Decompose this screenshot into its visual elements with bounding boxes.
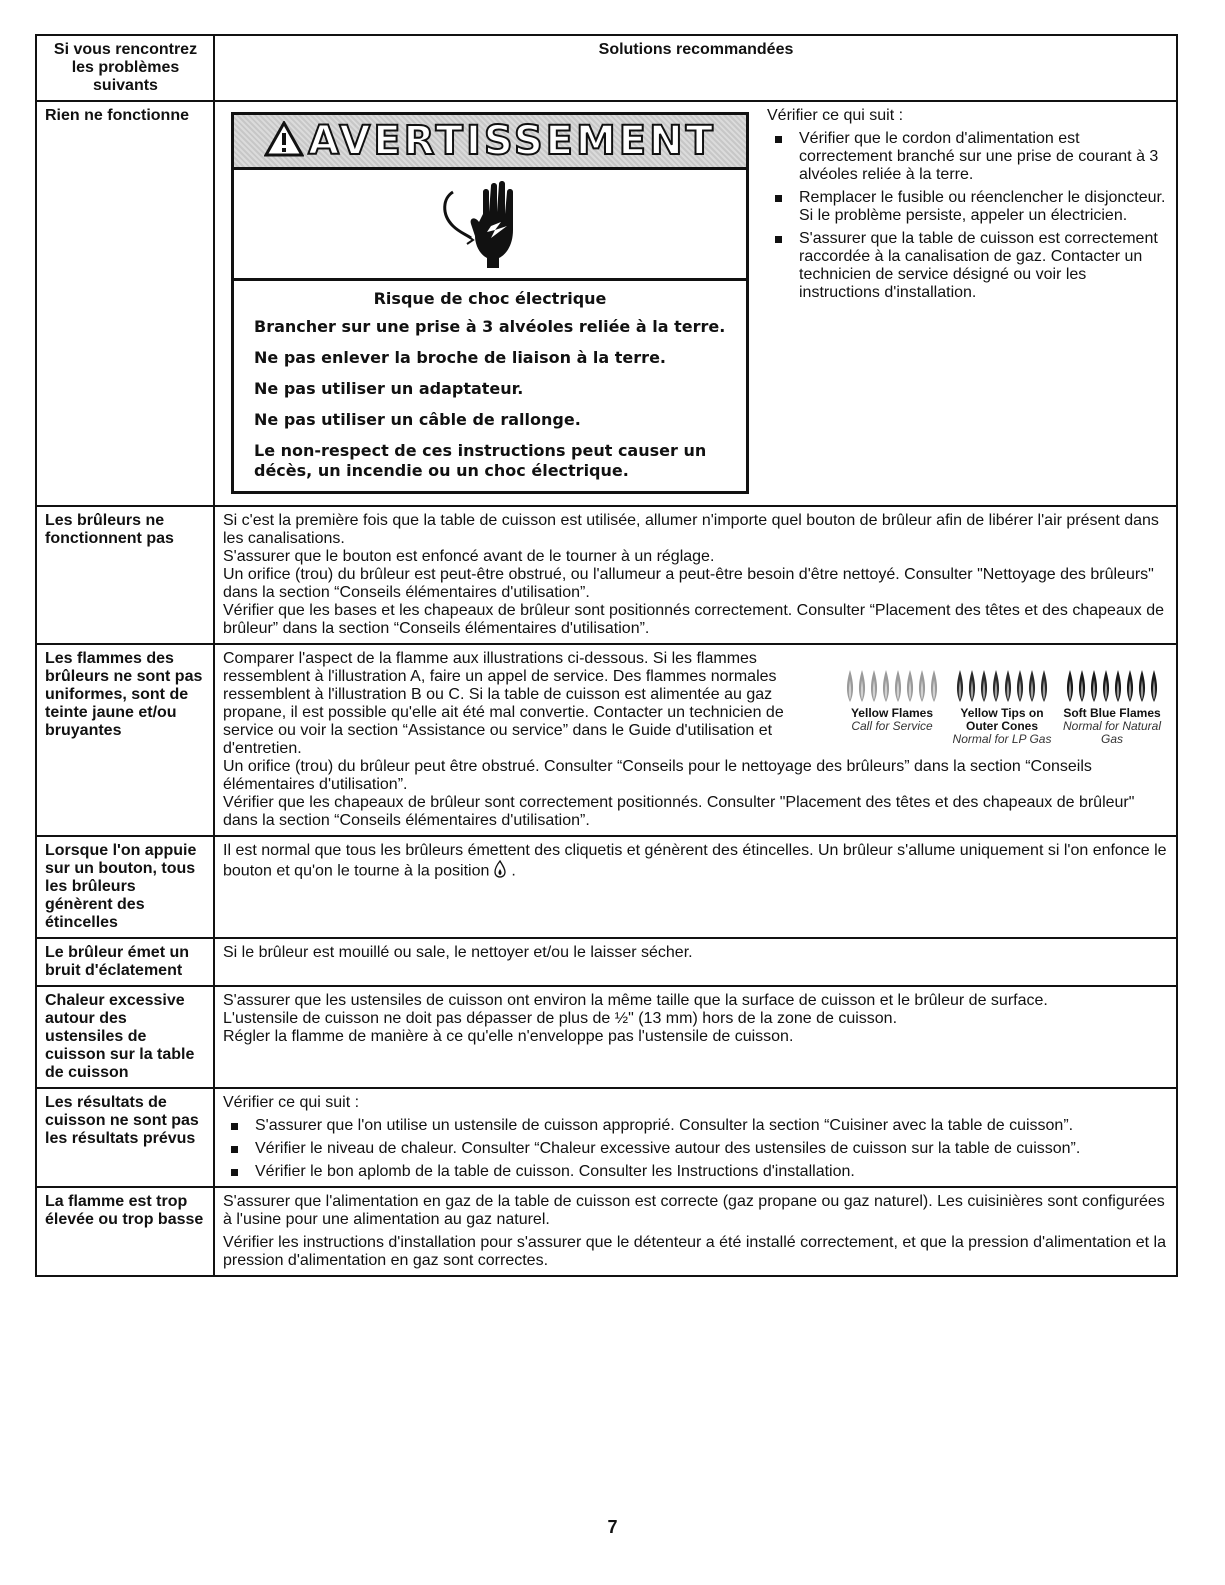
bullet-list [767,130,1167,302]
electric-shock-hand-icon [234,170,746,281]
yellow-tips-flames-icon [952,668,1052,704]
table-row [36,506,1177,644]
check-list [767,107,1167,302]
solution-line: Vérifier que les bases et les chapeaux de brûleur sont positionnés correctement. Consulter “Placement des têtes et des chapeaux de brûleur” dans la section “Conseils élémentaires d'utilisation”. [223,602,1164,637]
flame-illustration-c [1057,668,1167,746]
page-number: 7 [607,1517,618,1537]
problem-cell: Chaleur excessive autour des ustensiles de cuisson sur la table de cuisson [36,986,214,1088]
table-row [36,836,1177,938]
solution-line: Un orifice (trou) du brûleur peut être obstrué. Consulter “Conseils pour le nettoyage des brûleurs” dans la section “Conseils élémentaires d'utilisation”. [223,758,1092,793]
warning-line: Ne pas utiliser un câble de rallonge. [254,410,581,429]
table-row [36,101,1177,506]
yellow-flames-icon [842,668,942,704]
solution-line [223,842,1169,883]
solution-line: Vérifier les instructions d'installation pour s'assurer que le détenteur a été installé correctement, et que la pression d'alimentation et la pression d'alimentation en gaz sont correctes. [223,1234,1167,1269]
table-row [36,1187,1177,1276]
problem-cell: Les résultats de cuisson ne sont pas les résultats prévus [36,1088,214,1187]
flame-note: Normal for LP Gas [952,732,1052,746]
solutions-header: Solutions recommandées [214,35,1177,101]
problem-cell: Les brûleurs ne fonctionnent pas [36,506,214,644]
flame-position-icon [493,860,507,883]
list-item: S'assurer que l'on utilise un ustensile de cuisson approprié. Consulter la section “Cuisiner avec la table de cuisson”. [223,1117,1169,1135]
flame-caption: Yellow Flames [850,706,934,720]
solution-cell [214,644,1177,836]
flame-illustration-b [947,668,1057,746]
flame-note: Normal for Natural Gas [1062,719,1162,746]
solution-line: Si le brûleur est mouillé ou sale, le nettoyer et/ou le laisser sécher. [223,944,693,961]
flame-illustrations [837,668,1167,746]
flame-illustration-a [837,668,947,746]
table-row [36,938,1177,986]
solution-text: Il est normal que tous les brûleurs émettent des cliquetis et génèrent des étincelles. Un brûleur s'allume uniquement si l'on enfonce le bouton et qu'on le tourne à la position [223,842,1167,880]
solution-cell [214,938,1177,986]
list-item: Remplacer le fusible ou réenclencher le disjoncteur. Si le problème persiste, appeler un électricien. [767,189,1167,225]
check-intro: Vérifier ce qui suit : [223,1094,360,1111]
solution-line: Comparer l'aspect de la flamme aux illustrations ci-dessous. Si les flammes ressemblent à l'illustration A, faire un appel de service. Des flammes normales ressemblent à l'illustration B ou C. Si la table de cuisson est alimentée au gaz propane, il est possible qu'elle ait été mal convertie. Contacter un technicien de service ou voir la section “Assistance ou service” dans le Guide d'utilisation et d'entretien. [223,650,784,757]
problem-cell: Rien ne fonctionne [36,101,214,506]
list-item: S'assurer que la table de cuisson est correctement raccordée à la canalisation de gaz. Contacter un technicien de service désigné ou voir les instructions d'installation. [767,230,1167,302]
warning-box [231,112,749,494]
solution-line: S'assurer que les ustensiles de cuisson ont environ la même taille que la surface de cuisson et le brûleur de surface. [223,992,1048,1009]
solution-line: S'assurer que le bouton est enfoncé avant de le tourner à un réglage. [223,548,715,565]
warning-title: AVERTISSEMENT [308,118,716,164]
solution-line: L'ustensile de cuisson ne doit pas dépasser de plus de ½" (13 mm) hors de la zone de cuisson. [223,1010,898,1027]
warning-risk: Risque de choc électrique [373,289,607,308]
problem-cell: La flamme est trop élevée ou trop basse [36,1187,214,1276]
flame-caption: Soft Blue Flames [1063,706,1161,720]
table-header-row [36,35,1177,101]
solution-cell [214,986,1177,1088]
warning-line: Ne pas enlever la broche de liaison à la terre. [254,348,666,367]
list-item: Vérifier que le cordon d'alimentation est correctement branché sur une prise de courant à 3 alvéoles reliée à la terre. [767,130,1167,184]
solution-text-end: . [511,862,516,880]
problem-cell: Les flammes des brûleurs ne sont pas uniformes, sont de teinte jaune et/ou bruyantes [36,644,214,836]
warning-text [234,281,746,491]
check-intro: Vérifier ce qui suit : [767,107,904,124]
solution-line: S'assurer que l'alimentation en gaz de la table de cuisson est correcte (gaz propane ou gaz naturel). Les cuisinières sont configurées à l'usine pour une alimentation au gaz naturel. [223,1193,1165,1228]
bullet-list [223,1117,1169,1181]
warning-header [234,115,746,170]
solution-cell [214,1088,1177,1187]
problem-cell: Le brûleur émet un bruit d'éclatement [36,938,214,986]
solution-line: Régler la flamme de manière à ce qu'elle n'enveloppe pas l'ustensile de cuisson. [223,1028,794,1045]
warning-line: Brancher sur une prise à 3 alvéoles reliée à la terre. [254,317,726,336]
table-row [36,986,1177,1088]
solution-cell [214,1187,1177,1276]
problems-header: Si vous rencontrez les problèmes suivants [36,35,214,101]
solution-line: Un orifice (trou) du brûleur est peut-être obstrué, ou l'allumeur a peut-être besoin d'être nettoyé. Consulter "Nettoyage des brûleurs" dans la section “Conseils élémentaires d'utilisation”. [223,566,1154,601]
list-item: Vérifier le bon aplomb de la table de cuisson. Consulter les Instructions d'installation. [223,1163,1169,1181]
table-row [36,644,1177,836]
list-item: Vérifier le niveau de chaleur. Consulter “Chaleur excessive autour des ustensiles de cuisson sur la table de cuisson”. [223,1140,1169,1158]
solution-line: Si c'est la première fois que la table de cuisson est utilisée, allumer n'importe quel bouton de brûleur afin de libérer l'air présent dans les canalisations. [223,512,1159,547]
solution-cell [214,506,1177,644]
solution-cell [214,836,1177,938]
soft-blue-flames-icon [1062,668,1162,704]
warning-triangle-icon [264,121,304,162]
problem-cell: Lorsque l'on appuie sur un bouton, tous les brûleurs génèrent des étincelles [36,836,214,938]
warning-line: Ne pas utiliser un adaptateur. [254,379,524,398]
warning-line: Le non-respect de ces instructions peut causer un décès, un incendie ou un choc électrique. [254,441,707,480]
flame-caption: Yellow Tips on Outer Cones [960,706,1044,733]
flame-note: Call for Service [851,719,933,733]
table-row [36,1088,1177,1187]
solution-cell [214,101,1177,506]
troubleshooting-table [35,34,1178,1277]
solution-line: Vérifier que les chapeaux de brûleur sont correctement positionnés. Consulter "Placement des têtes et des chapeaux de brûleur" dans la section “Conseils élémentaires d'utilisation”. [223,794,1135,829]
